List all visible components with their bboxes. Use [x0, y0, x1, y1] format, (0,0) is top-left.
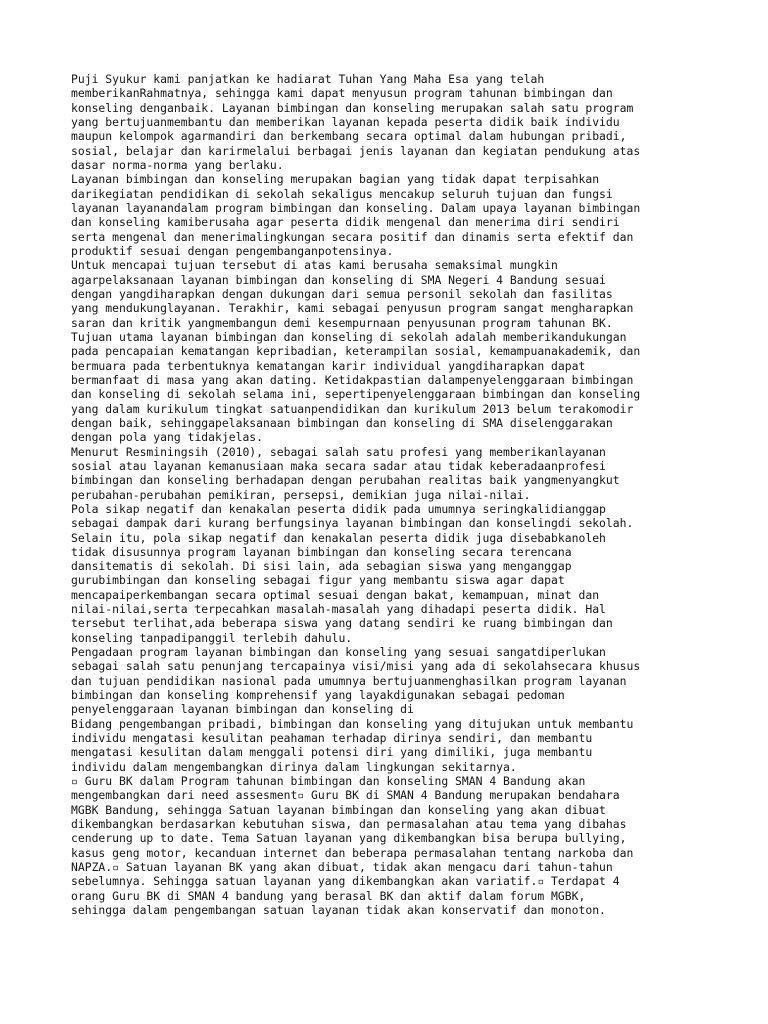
paragraph-tujuan-utama: Tujuan utama layanan bimbingan dan konseling di sekolah adalah memberikandukungan pada pencapaian kematangan kepribadian, keterampilan sosial, kemampuanakademik, dan bermuara pada terbentuknya kematangan karir individual yangdiharapkan dapat bermanfaat di masa yang akan dating. Ketidakpastian dalampenyelenggaraan bimbingan dan konseling di sekolah selama ini, sepertipenyelenggaraan bimbingan dan konseling yang dalam kurikulum tingkat satuanpendidikan dan kurikulum 2013 belum terakomodir dengan baik, sehinggapelaksanaan bimbingan dan konseling di SMA diselenggarakan dengan pola yang tidakjelas. [71, 329, 641, 445]
paragraph-opening: Puji Syukur kami panjatkan ke hadiarat Tuhan Yang Maha Esa yang telah memberikanRahmatnya, sehingga kami dapat menyusun program tahunan bimbingan dan konseling denganbaik. Layanan bimbingan dan konseling merupakan salah satu program yang bertujuanmembantu dan memberikan layanan kepada peserta didik baik individu maupun kelompok agarmandiri dan berkembang secara optimal dalam hubungan pribadi, sosial, belajar dan karirmelalui berbagai jenis layanan dan kegiatan pendukung atas dasar norma-norma yang berlaku. [71, 72, 641, 172]
paragraph-pengadaan: Pengadaan program layanan bimbingan dan konseling yang sesuai sangatdiperlukan sebagai salah satu penunjang tercapainya visi/misi yang ada di sekolahsecara khusus dan tujuan pendidikan nasional pada umumnya bertujuanmenghasilkan program layanan bimbingan dan konseling komprehensif yang layakdigunakan sebagai pedoman penyelenggaraan layanan bimbingan dan konseling di [71, 645, 641, 717]
paragraph-resminingsih: Menurut Resminingsih (2010), sebagai salah satu profesi yang memberikanlayanan sosial atau layanan kemanusiaan maka secara sadar atau tidak keberadaanprofesi bimbingan dan konseling berhadapan dengan perubahan realitas baik yangmenyangkut perubahan-perubahan pemikiran, persepsi, demikian juga nilai-nilai. [71, 444, 620, 502]
paragraph-guru-bk: ▫ Guru BK dalam Program tahunan bimbingan dan konseling SMAN 4 Bandung akan mengembangkan dari need assesment▫ Guru BK di SMAN 4 Bandung merupakan bendahara MGBK Bandung, sehingga Satuan layanan bimbingan dan konseling yang akan dibuat dikembangkan berdasarkan kebutuhan siswa, dan permasalahan atau tema yang dibahas cenderung up to date. Tema Satuan layanan yang dikembangkan bisa berupa bullying, kasus geng motor, kecanduan internet dan beberapa permasalahan tentang narkoba dan NAPZA.▫ Satuan layanan BK yang akan dibuat, tidak akan mengacu dari tahun-tahun sebelumnya. Sehingga satuan layanan yang dikembangkan akan variatif.▫ Terdapat 4 orang Guru BK di SMAN 4 bandung yang berasal BK dan aktif dalam forum MGBK, sehingga dalam pengembangan satuan layanan tidak akan konservatif dan monoton. [71, 774, 634, 918]
document-body [71, 72, 711, 917]
paragraph-tujuan-program: Untuk mencapai tujuan tersebut di atas kami berusaha semaksimal mungkin agarpelaksanaan layanan bimbingan dan konseling di SMA Negeri 4 Bandung sesuai dengan yangdiharapkan dengan dukungan dari semua personil sekolah dan fasilitas yang mendukunglayanan. Terakhir, kami sebagai penyusun program sangat mengharapkan saran dan kritik yangmembangun demi kesempurnaan penyusunan program tahunan BK. [71, 258, 634, 330]
paragraph-bidang-pribadi: Bidang pengembangan pribadi, bimbingan dan konseling yang ditujukan untuk membantu individu mengatasi kesulitan peahaman terhadap dirinya sendiri, dan membantu mengatasi kesulitan dalam menggali potensi diri yang dimiliki, juga membantu individu dalam mengembangkan dirinya dalam lingkungan sekitarnya. [71, 716, 634, 774]
paragraph-pola-sikap: Pola sikap negatif dan kenakalan peserta didik pada umumnya seringkalidianggap sebagai dampak dari kurang berfungsinya layanan bimbingan dan konselingdi sekolah. Selain itu, pola sikap negatif dan kenakalan peserta didik juga disebabkanoleh tidak disusunnya program layanan bimbingan dan konseling secara terencana dansitematis di sekolah. Di sisi lain, ada sebagian siswa yang menganggap gurubimbingan dan konseling sebagai figur yang membantu siswa agar dapat mencapaiperkembangan secara optimal sesuai dengan bakat, kemampuan, minat dan nilai-nilai,serta terpecahkan masalah-masalah yang dihadapi peserta didik. Hal tersebut terlihat,ada beberapa siswa yang datang sendiri ke ruang bimbingan dan konseling tanpadipanggil terlebih dahulu. [71, 501, 634, 645]
paragraph-layanan: Layanan bimbingan dan konseling merupakan bagian yang tidak dapat terpisahkan darikegiatan pendidikan di sekolah sekaligus mencakup seluruh tujuan dan fungsi layanan layanandalam program bimbingan dan konseling. Dalam upaya layanan bimbingan dan konseling kamiberusaha agar peserta didik mengenal dan menerima diri sendiri serta mengenal dan menerimalingkungan secara positif dan dinamis serta efektif dan produktif sesuai dengan pengembanganpotensinya. [71, 172, 641, 258]
